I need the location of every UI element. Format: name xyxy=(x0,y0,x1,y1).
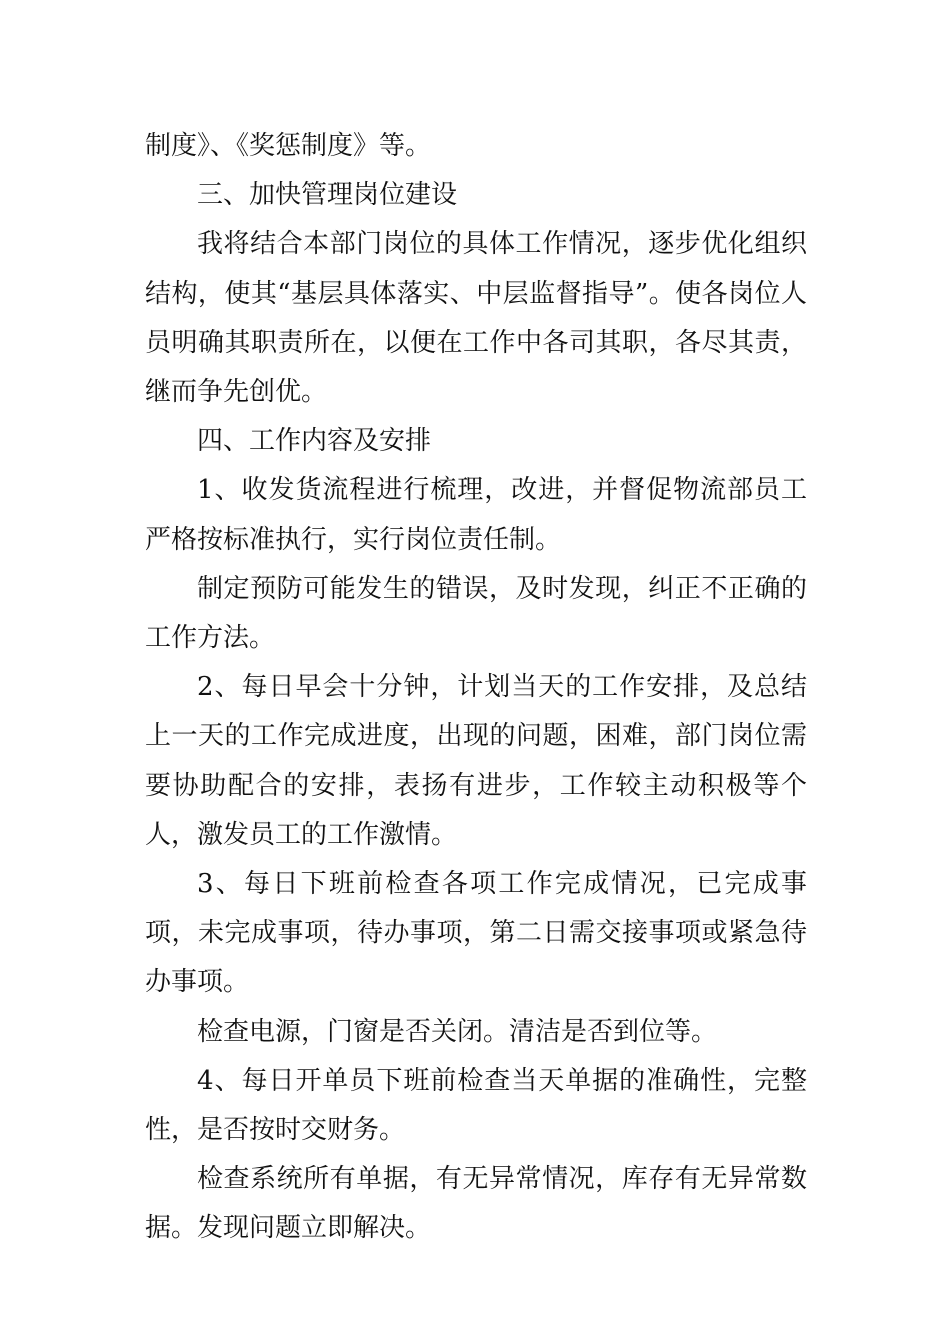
document-page xyxy=(145,122,807,1254)
paragraph-item-2: 2、每日早会十分钟，计划当天的工作安排，及总结上一天的工作完成进度，出现的问题，困难，部门岗位需要协助配合的安排，表扬有进步，工作较主动积极等个人，激发员工的工作激情。 xyxy=(145,672,807,850)
paragraph-continuation: 制度》、《奖惩制度》等。 xyxy=(145,131,432,161)
paragraph-item-3-note: 检查电源，门窗是否关闭。清洁是否到位等。 xyxy=(197,1016,718,1047)
paragraph-structure: 我将结合本部门岗位的具体工作情况，逐步优化组织结构，使其“基层具体落实、中层监督指导”。使各岗位人员明确其职责所在，以便在工作中各司其职，各尽其责，继而争先创优。 xyxy=(145,229,807,408)
paragraph-item-4-note: 检查系统所有单据，有无异常情况，库存有无异常数据。发现问题立即解决。 xyxy=(145,1164,807,1244)
paragraph-item-3: 3、每日下班前检查各项工作完成情况，已完成事项，未完成事项，待办事项，第二日需交接事项或紧急待办事项。 xyxy=(145,869,807,998)
section-heading-4: 四、工作内容及安排 xyxy=(197,426,432,457)
paragraph-item-1: 1、收发货流程进行梳理，改进，并督促物流部员工严格按标准执行，实行岗位责任制。 xyxy=(145,475,807,555)
paragraph-item-4: 4、每日开单员下班前检查当天单据的准确性，完整性，是否按时交财务。 xyxy=(145,1065,807,1146)
section-heading-3: 三、加快管理岗位建设 xyxy=(197,180,458,211)
paragraph-item-1-note: 制定预防可能发生的错误，及时发现，纠正不正确的工作方法。 xyxy=(145,573,807,654)
